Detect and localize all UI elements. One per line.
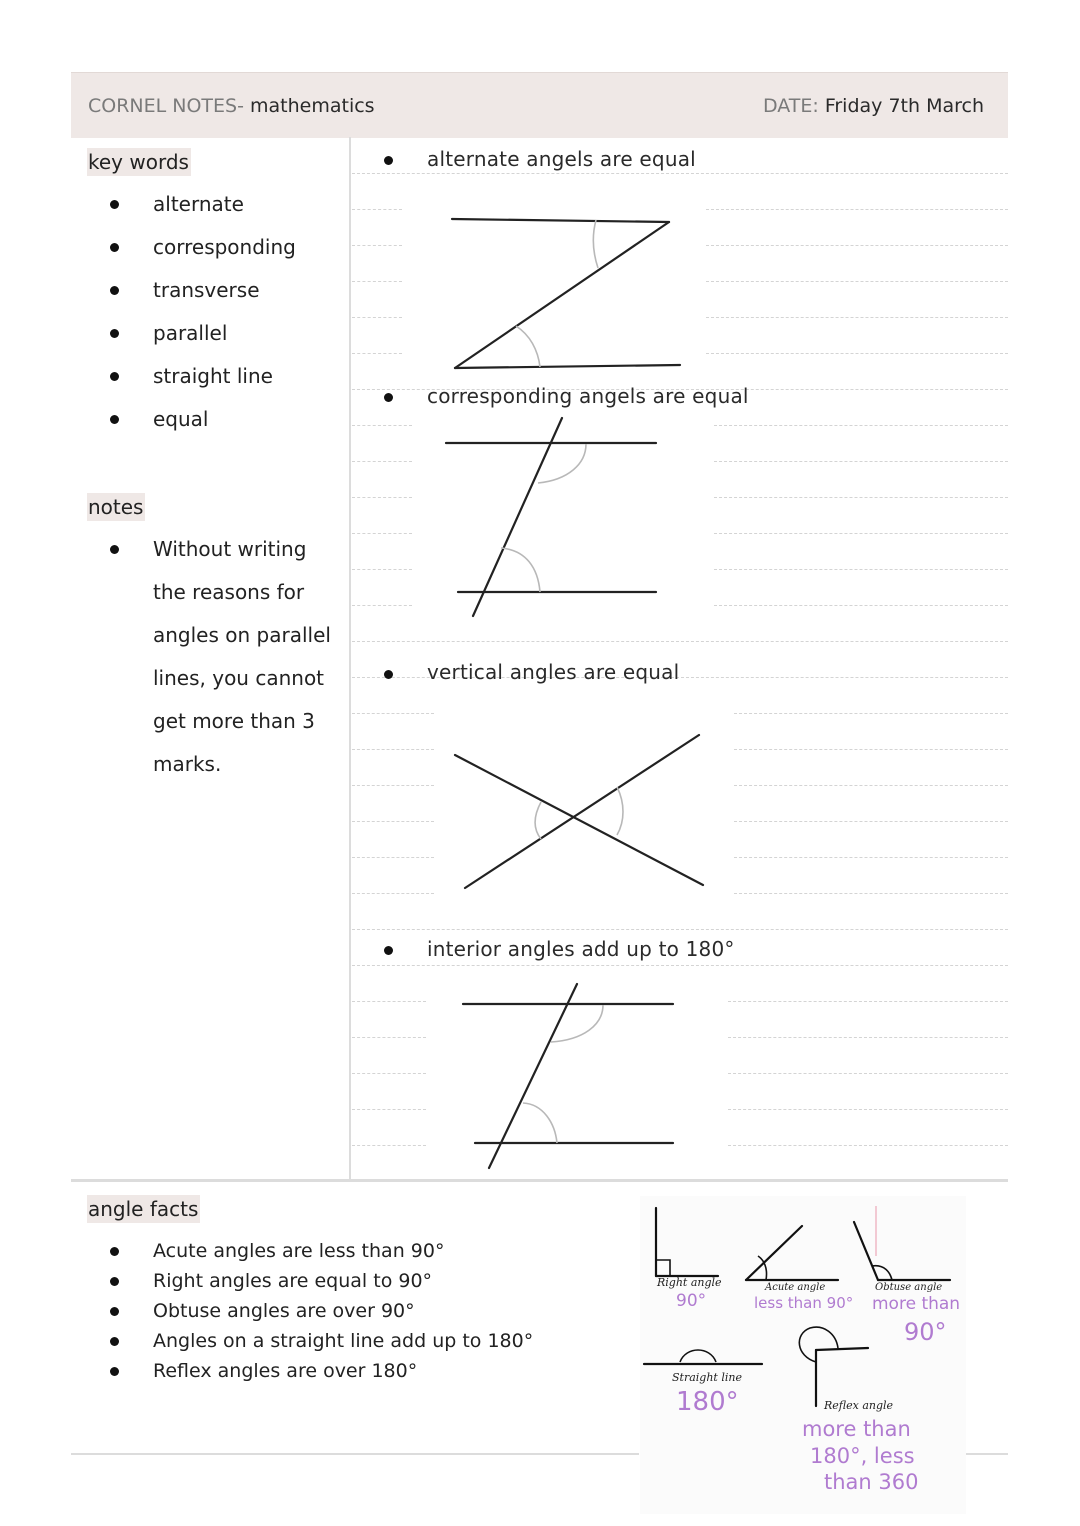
ruled-line [714, 425, 1008, 426]
reflex-angle-value-line3: than 360 [824, 1470, 919, 1494]
ruled-line [706, 209, 1008, 210]
notes-line: angles on parallel [153, 623, 331, 647]
bullet [384, 156, 393, 165]
key-word-item: alternate [153, 192, 244, 216]
rule-heading-interior: interior angles add up to 180° [427, 937, 735, 961]
straight-line-value: 180° [676, 1387, 739, 1417]
ruled-line [352, 785, 434, 786]
obtuse-angle-value-line1: more than [872, 1294, 961, 1314]
angle-fact-item: Obtuse angles are over 90° [153, 1300, 415, 1322]
key-word-item: equal [153, 407, 209, 431]
vertical-angles-diagram [445, 725, 715, 900]
ruled-line [352, 281, 402, 282]
ruled-line [352, 1145, 426, 1146]
notes-line: Without writing [153, 537, 307, 561]
ruled-line [352, 317, 402, 318]
ruled-line [352, 461, 412, 462]
angle-fact-item: Reflex angles are over 180° [153, 1360, 418, 1382]
ruled-line [352, 1037, 426, 1038]
angle-types-sticker [640, 1196, 966, 1514]
ruled-line [352, 497, 412, 498]
rule-heading-alternate: alternate angels are equal [427, 147, 696, 171]
angle-facts-heading: angle facts [88, 1197, 199, 1221]
bullet [384, 393, 393, 402]
title-subject: mathematics [250, 95, 375, 117]
ruled-line [734, 749, 1008, 750]
ruled-line [734, 713, 1008, 714]
header-bar [71, 72, 1008, 138]
ruled-line [728, 1145, 1008, 1146]
column-divider [349, 137, 351, 1180]
ruled-line [734, 821, 1008, 822]
bullet [384, 946, 393, 955]
ruled-line [352, 1109, 426, 1110]
ruled-line [352, 1073, 426, 1074]
date-value: Friday 7th March [824, 95, 984, 117]
page-title [88, 95, 375, 117]
title-label: CORNEL NOTES- [88, 95, 244, 117]
ruled-line [352, 569, 412, 570]
ruled-line [714, 605, 1008, 606]
obtuse-angle-value-line2: 90° [904, 1318, 947, 1346]
ruled-line [714, 461, 1008, 462]
bullet [110, 1277, 119, 1286]
ruled-line [352, 209, 402, 210]
angle-fact-item: Angles on a straight line add up to 180° [153, 1330, 534, 1352]
rule-heading-corresponding: corresponding angels are equal [427, 384, 749, 408]
ruled-line [728, 1073, 1008, 1074]
angle-types-drawings [640, 1196, 966, 1514]
bottom-rule-right [966, 1453, 1008, 1455]
ruled-line [352, 857, 434, 858]
bullet [110, 200, 119, 209]
key-words-heading: key words [88, 150, 189, 174]
key-word-item: parallel [153, 321, 228, 345]
acute-angle-value: less than 90° [754, 1294, 854, 1312]
ruled-line [706, 281, 1008, 282]
ruled-line [728, 1001, 1008, 1002]
angle-fact-item: Right angles are equal to 90° [153, 1270, 433, 1292]
ruled-line [352, 749, 434, 750]
bullet [110, 415, 119, 424]
ruled-line [352, 353, 402, 354]
key-word-item: corresponding [153, 235, 296, 259]
straight-line-label: Straight line [672, 1371, 742, 1384]
bullet [110, 1307, 119, 1316]
bullet [110, 243, 119, 252]
bullet [110, 1337, 119, 1346]
key-word-item: transverse [153, 278, 260, 302]
key-word-item: straight line [153, 364, 273, 388]
ruled-line [352, 605, 412, 606]
ruled-line [352, 533, 412, 534]
ruled-line [728, 1109, 1008, 1110]
ruled-line [352, 713, 434, 714]
ruled-line [728, 1037, 1008, 1038]
acute-angle-label: Acute angle [765, 1282, 826, 1293]
ruled-line [714, 533, 1008, 534]
notes-line: marks. [153, 752, 222, 776]
rule-heading-vertical: vertical angles are equal [427, 660, 680, 684]
date-label: DATE: [762, 95, 819, 117]
right-angle-value: 90° [676, 1291, 707, 1311]
ruled-line [352, 641, 1008, 642]
ruled-line [734, 893, 1008, 894]
bullet [110, 286, 119, 295]
ruled-line [352, 965, 1008, 966]
ruled-line [352, 893, 434, 894]
ruled-line [714, 497, 1008, 498]
alternate-angles-diagram [440, 205, 700, 380]
section-divider [71, 1179, 1008, 1182]
bottom-rule [71, 1453, 639, 1455]
bullet [110, 329, 119, 338]
bullet [110, 545, 119, 554]
notes-heading: notes [88, 495, 144, 519]
corresponding-angles-diagram [440, 412, 670, 624]
bullet [110, 1247, 119, 1256]
ruled-line [734, 785, 1008, 786]
reflex-angle-value-line2: 180°, less [810, 1444, 915, 1468]
ruled-line [352, 821, 434, 822]
right-angle-label: Right angle [657, 1276, 722, 1289]
ruled-line [352, 173, 1008, 174]
angle-fact-item: Acute angles are less than 90° [153, 1240, 445, 1262]
reflex-angle-value-line1: more than [802, 1417, 911, 1441]
ruled-line [352, 929, 1008, 930]
interior-angles-diagram [455, 978, 685, 1178]
ruled-line [706, 353, 1008, 354]
page-date [763, 95, 984, 117]
ruled-line [352, 1001, 426, 1002]
bullet [384, 670, 393, 679]
notes-line: the reasons for [153, 580, 305, 604]
ruled-line [706, 317, 1008, 318]
ruled-line [714, 569, 1008, 570]
ruled-line [352, 245, 402, 246]
reflex-angle-label: Reflex angle [824, 1399, 894, 1412]
ruled-line [352, 425, 412, 426]
ruled-line [734, 857, 1008, 858]
notes-line: lines, you cannot [153, 666, 325, 690]
bullet [110, 1367, 119, 1376]
obtuse-angle-label: Obtuse angle [875, 1282, 943, 1293]
ruled-line [706, 245, 1008, 246]
bullet [110, 372, 119, 381]
notes-line: get more than 3 [153, 709, 315, 733]
